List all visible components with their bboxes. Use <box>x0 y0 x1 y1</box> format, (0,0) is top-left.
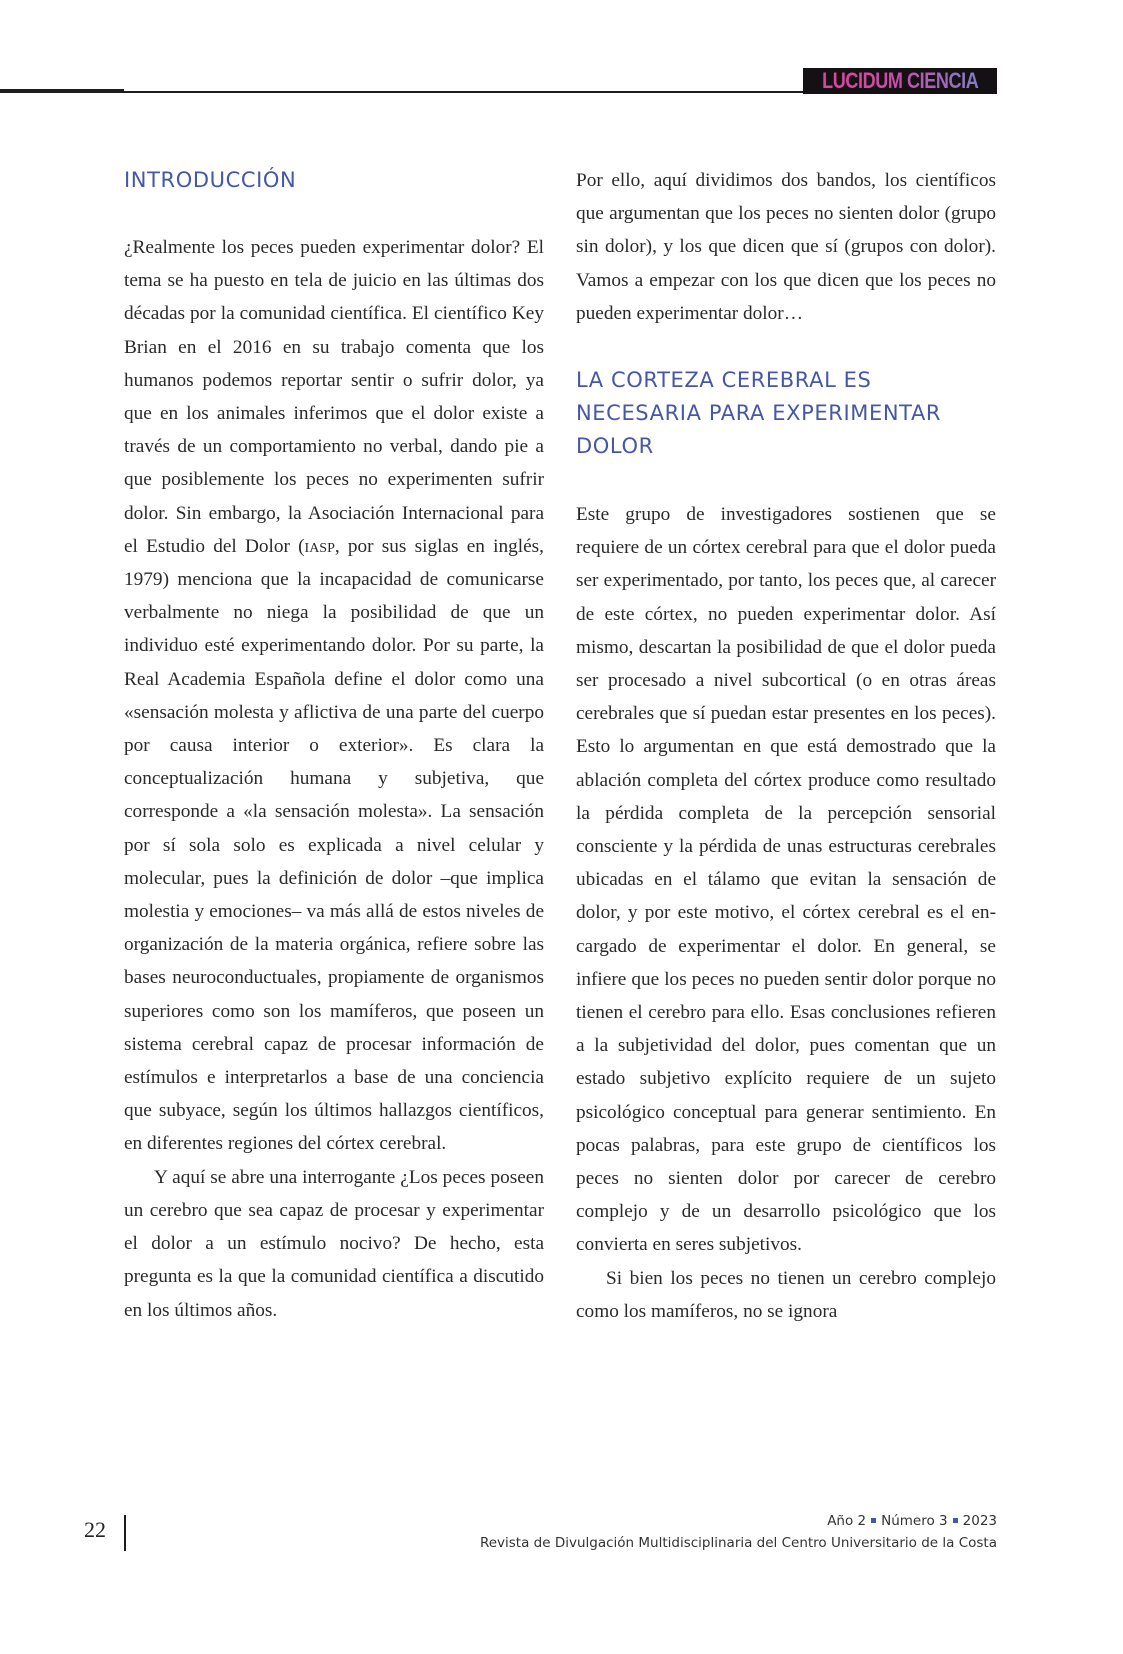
issue-label: Número 3 <box>881 1513 948 1529</box>
year-label: Año 2 <box>827 1513 867 1529</box>
brand-title: LUCIDUM CIENCIA <box>821 68 979 93</box>
left-column <box>124 164 544 1327</box>
intro-text-b: , por sus siglas en inglés, 1979) menciona que la incapacidad de comunicarse verbalmente no niega la posibilidad de que un individuo esté experimentando dolor. Por su parte, la Real Academia Española define el dolor como una «sensación molesta y aflictiva de una parte del cuerpo por causa interior o exterior». Es clara la conceptualización humana y subjetiva, que corresponde a «la sensación molesta». La sensación por sí sola solo es explicada a nivel celular y molecular, pues la definición de dolor –que implica molestia y emociones– va más allá de estos niveles de organización de la materia orgánica, refiere sobre las bases neuroconductuales, propiamente de organismos superiores como son los mamíferos, que poseen un sistema cerebral capaz de procesar información de estímulos e interpretarlos a base de una conciencia que subyace, según los últimos hallazgos científicos, en diferentes regiones del córtex cerebral. <box>124 535 544 1155</box>
section-heading-introduccion: INTRODUCCIÓN <box>124 168 297 192</box>
iasp-abbreviation: iasp <box>304 535 335 557</box>
year-value: 2023 <box>962 1513 997 1529</box>
section-heading-corteza: LA CORTEZA CEREBRAL ES NECESARIA PARA EXPERIMENTAR DOLOR <box>576 368 942 459</box>
corteza-paragraph-1: Este grupo de investigadores sostienen que se requiere de un córtex cerebral para que el dolor pueda ser experimentado, por tanto, los peces que, al carecer de este córtex, no pueden experimentar dolor. Así mismo, descartan la posibilidad de que el dolor pueda ser procesado a nivel subcortical (o en otras áreas cerebrales que sí puedan estar presentes en los peces). Esto lo argumentan en que está demostrado que la ablación completa del córtex produce como resultado la pérdida completa de la percepción sensorial consciente y la pérdida de unas estructuras cerebrales ubicadas en el tálamo que evitan la sensación de dolor, y por este motivo, el córtex cerebral es el encargado de experimentar el dolor. En general, se infiere que los peces no pueden sentir dolor porque no tienen el cerebro para ello. Esas conclusiones refieren a la subjetividad del dolor, pues comentan que un estado subjetivo explícito requiere de un sujeto psicológico conceptual para generar sentimiento. En pocas palabras, para este grupo de científicos los peces no sienten dolor por carecer de cerebro complejo y de un desarrollo psicológico que los convierta en seres subjetivos. <box>576 504 996 1256</box>
intro-paragraph-1 <box>124 231 544 1161</box>
brand-banner <box>803 68 997 94</box>
intro-paragraph-2: Y aquí se abre una interrogante ¿Los peces poseen un cerebro que sea capaz de procesar y experimentar el dolor a un estímulo nocivo? De hecho, esta pregunta es la que la comunidad científica a discutido en los últimos años. <box>124 1166 544 1321</box>
right-column <box>576 164 996 1328</box>
header-rule-thin <box>124 91 806 93</box>
square-bullet-icon <box>953 1518 958 1523</box>
bandos-paragraph: Por ello, aquí dividimos dos bandos, los científicos que argumentan que los peces no sienten dolor (grupo sin dolor), y los que dicen que sí (grupos con dolor). Vamos a empezar con los que dicen que los peces no pueden experimentar dolor… <box>576 170 996 324</box>
issue-line <box>480 1510 997 1532</box>
page-number: 22 <box>84 1517 106 1542</box>
footer-divider <box>124 1515 126 1551</box>
footer-info <box>480 1510 997 1554</box>
square-bullet-icon <box>871 1518 876 1523</box>
journal-name: Revista de Divulgación Multidisciplinaria del Centro Universitario de la Costa <box>479 1535 997 1551</box>
corteza-paragraph-2: Si bien los peces no tienen un cerebro complejo como los mamíferos, no se ignora <box>576 1267 996 1322</box>
intro-text-a: ¿Realmente los peces pueden experimentar dolor? El tema se ha puesto en tela de juicio en las últimas dos décadas por la comunidad científica. El científico Key Brian en el 2016 en su trabajo comenta que los humanos podemos reportar sentir o sufrir dolor, ya que en los animales inferimos que el dolor existe a través de un comportamiento no verbal, dando pie a que posiblemente los peces no experimenten sufrir dolor. Sin embargo, la Asociación Internacional para el Estudio del Dolor ( <box>124 237 544 557</box>
header-rule-thick <box>0 89 124 93</box>
